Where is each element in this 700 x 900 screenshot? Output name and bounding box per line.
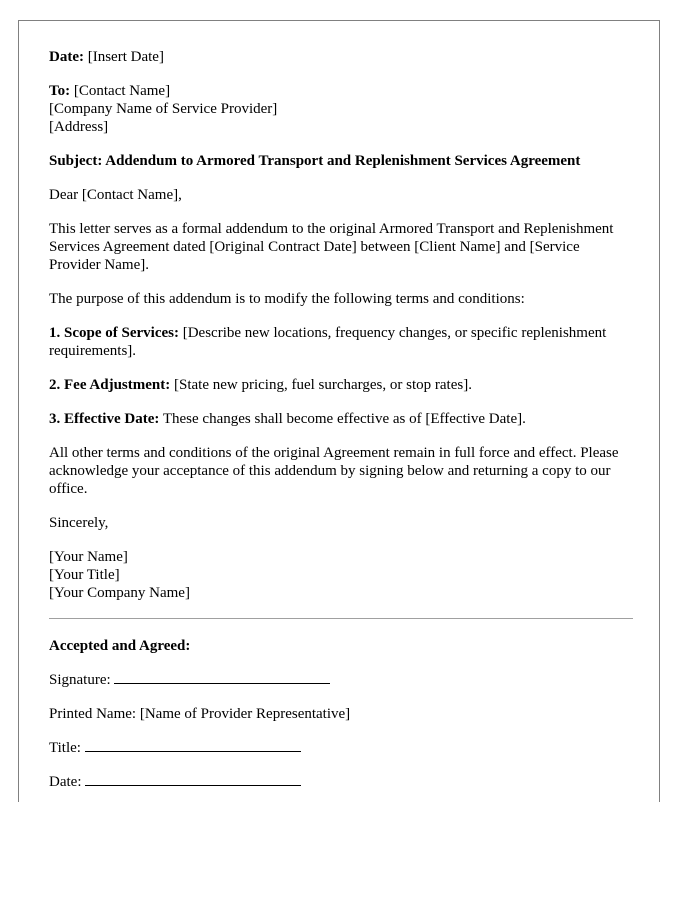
title-blank[interactable] — [85, 739, 301, 752]
acceptance-heading: Accepted and Agreed: — [49, 638, 191, 654]
printed-name-label: Printed Name: — [49, 706, 137, 722]
recipient-block — [49, 82, 629, 136]
recipient-name-line — [49, 82, 629, 100]
letter-page — [18, 20, 660, 802]
date-line — [49, 48, 629, 66]
term-label: 2. Fee Adjustment: — [49, 377, 171, 393]
subject-line: Subject: Addendum to Armored Transport and Replenishment Services Agreement — [49, 153, 581, 169]
sign-off: Sincerely, — [49, 515, 109, 531]
acceptance-date-label: Date: — [49, 774, 82, 790]
recipient-company: [Company Name of Service Provider] — [49, 101, 278, 117]
sender-title: [Your Title] — [49, 567, 120, 583]
term-effective-date — [49, 410, 629, 428]
signature-label: Signature: — [49, 672, 111, 688]
date-value: [Insert Date] — [87, 49, 164, 65]
acceptance-date-blank[interactable] — [85, 773, 301, 786]
recipient-name: [Contact Name] — [73, 83, 171, 99]
date-label: Date: — [49, 49, 84, 65]
section-divider — [49, 618, 633, 619]
printed-name-value: [Name of Provider Representative] — [139, 706, 351, 722]
term-text: These changes shall become effective as of [Effective Date]. — [159, 411, 526, 427]
term-fee — [49, 376, 629, 394]
term-text: [Describe new locations, frequency changes, or specific replenishment requirements]. — [49, 325, 607, 359]
term-label: 3. Effective Date: — [49, 411, 160, 427]
signature-line — [49, 671, 629, 689]
recipient-address: [Address] — [49, 119, 109, 135]
acceptance-date-line — [49, 773, 629, 791]
term-text: [State new pricing, fuel surcharges, or stop rates]. — [170, 377, 472, 393]
to-label: To: — [49, 83, 71, 99]
salutation: Dear [Contact Name], — [49, 187, 182, 203]
signature-blank[interactable] — [114, 671, 330, 684]
closing-paragraph: All other terms and conditions of the original Agreement remain in full force and effect. Please acknowledge your acceptance of this addendum by signing below and returning a copy to our office. — [49, 445, 619, 497]
title-line — [49, 739, 629, 757]
sender-block — [49, 548, 629, 602]
purpose-paragraph: The purpose of this addendum is to modify the following terms and conditions: — [49, 291, 525, 307]
term-label: 1. Scope of Services: — [49, 325, 179, 341]
term-scope — [49, 324, 629, 360]
title-label: Title: — [49, 740, 81, 756]
sender-name: [Your Name] — [49, 549, 128, 565]
sender-company: [Your Company Name] — [49, 585, 190, 601]
intro-paragraph: This letter serves as a formal addendum to the original Armored Transport and Replenishment Services Agreement dated [Original Contract Date] between [Client Name] and [Service Provider Name]. — [49, 221, 614, 273]
printed-name-line — [49, 705, 629, 723]
